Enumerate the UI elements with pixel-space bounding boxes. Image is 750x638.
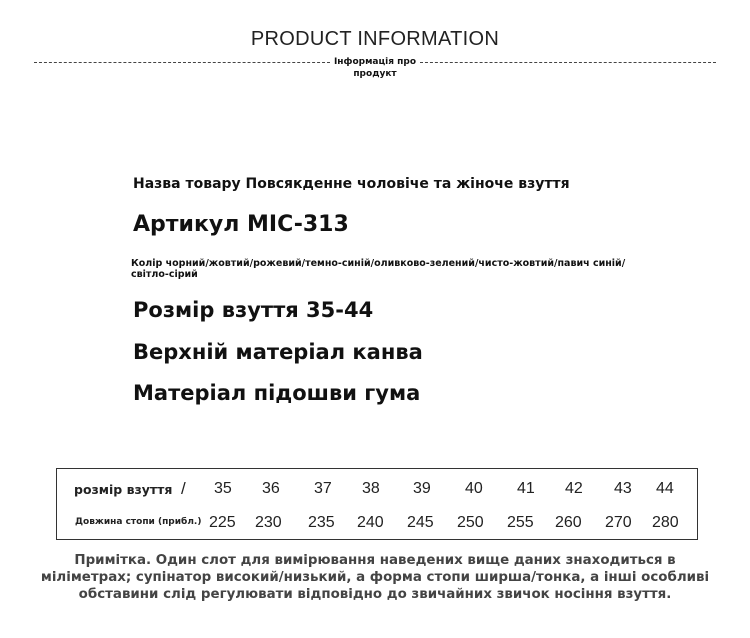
sizing-note	[0, 552, 750, 603]
length-cell: 270	[605, 514, 632, 531]
size-cell: 39	[413, 480, 431, 497]
length-cell: 235	[308, 514, 335, 531]
length-cell: 260	[555, 514, 582, 531]
length-cell: 255	[507, 514, 534, 531]
size-cell: 42	[565, 480, 583, 497]
size-row-label: розмір взуття	[74, 482, 173, 497]
length-cell: 230	[255, 514, 282, 531]
length-cell: 240	[357, 514, 384, 531]
page-subtitle: Інформація про продукт	[333, 57, 417, 79]
size-cell: 43	[614, 480, 632, 497]
length-cell: 245	[407, 514, 434, 531]
size-cell: 36	[262, 480, 280, 497]
product-colors: Колір чорний/жовтий/рожевий/темно-синій/оливково-зелений/чисто-жовтий/павич синій/світло-сірий	[131, 258, 626, 280]
length-row-label: Довжина стопи (прибл.)	[75, 517, 202, 527]
product-size-range: Розмір взуття 35-44	[133, 298, 374, 322]
size-cell: 38	[362, 480, 380, 497]
size-row-separator: /	[181, 479, 186, 498]
length-cell: 250	[457, 514, 484, 531]
product-sole-material: Матеріал підошви гума	[133, 381, 421, 405]
header-divider-right	[420, 62, 716, 63]
sizing-note-line: обставини слід регулювати відповідно до звичайних звичок носіння взуття.	[78, 587, 672, 602]
sizing-note-line: міліметрах; супінатор високий/низький, а форма стопи ширша/тонка, а інші особливі	[40, 570, 710, 585]
header-divider-left	[34, 62, 330, 63]
size-cell: 41	[517, 480, 535, 497]
size-cell: 40	[465, 480, 483, 497]
size-cell: 44	[656, 480, 674, 497]
size-table	[56, 468, 698, 540]
page-title: PRODUCT INFORMATION	[250, 28, 500, 50]
product-article: Артикул MIC-313	[133, 212, 349, 237]
size-cell: 35	[214, 480, 232, 497]
length-cell: 225	[209, 514, 236, 531]
sizing-note-line: Примітка. Один слот для вимірювання наведених вище даних знаходиться в	[74, 553, 676, 568]
size-cell: 37	[314, 480, 332, 497]
length-cell: 280	[652, 514, 679, 531]
product-upper-material: Верхній матеріал канва	[133, 340, 423, 364]
product-name: Назва товару Повсякденне чоловіче та жіноче взуття	[133, 176, 570, 192]
